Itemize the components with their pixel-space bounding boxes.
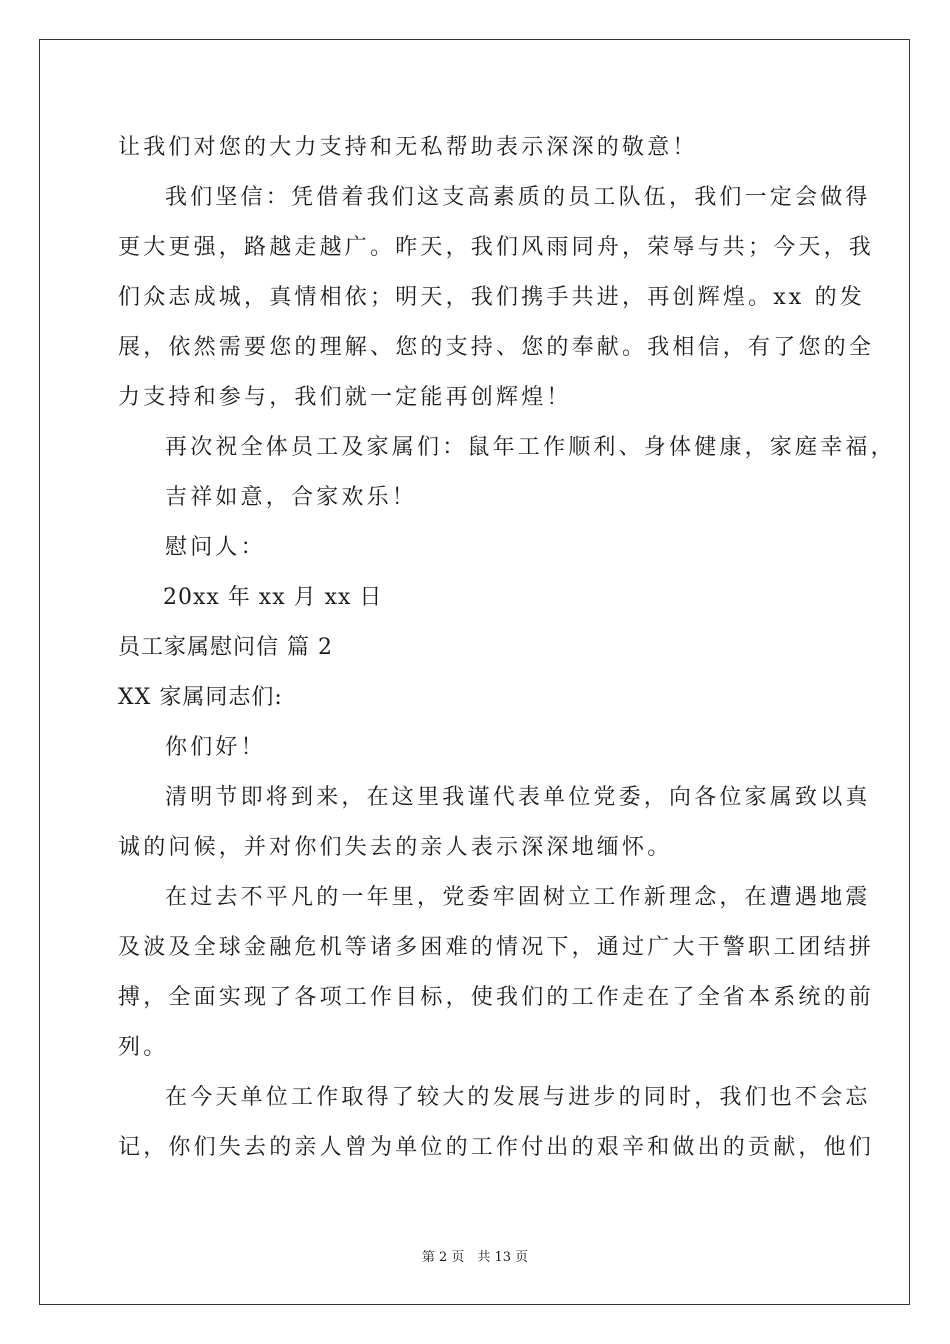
text-line: 及波及全球金融危机等诸多困难的情况下，通过广大干警职工团结拼 [118, 935, 875, 960]
text-line: 吉祥如意，合家欢乐！ [165, 485, 418, 510]
signature-label: 慰问人： [165, 535, 266, 560]
page-number: 第 2 页 共 13 页 [421, 1250, 529, 1265]
text-line: 在今天单位工作取得了较大的发展与进步的同时，我们也不会忘 [165, 1085, 871, 1110]
text-line: 诚的问候，并对你们失去的亲人表示深深地缅怀。 [118, 835, 673, 860]
date-line: 20xx 年 xx 月 xx 日 [163, 585, 383, 610]
text-line: 更大更强，路越走越广。昨天，我们风雨同舟，荣辱与共；今天，我 [118, 235, 875, 260]
salutation: XX 家属同志们: [118, 685, 283, 710]
text-line: 力支持和参与，我们就一定能再创辉煌！ [118, 385, 572, 410]
text-line: 再次祝全体员工及家属们：鼠年工作顺利、身体健康，家庭幸福， [165, 435, 896, 460]
text-line: 让我们对您的大力支持和无私帮助表示深深的敬意！ [118, 135, 698, 160]
text-line: 在过去不平凡的一年里，党委牢固树立工作新理念，在遭遇地震 [165, 885, 871, 910]
text-line: 们众志成城，真情相依；明天，我们携手共进，再创辉煌。xx 的发 [118, 285, 866, 310]
text-line: 我们坚信：凭借着我们这支高素质的员工队伍，我们一定会做得 [165, 185, 871, 210]
text-line: 清明节即将到来，在这里我谨代表单位党委，向各位家属致以真 [165, 785, 871, 810]
text-line: 展，依然需要您的理解、您的支持、您的奉献。我相信，有了您的全 [118, 335, 875, 360]
text-line: 记，你们失去的亲人曾为单位的工作付出的艰辛和做出的贡献，他们 [118, 1135, 875, 1160]
text-line: 搏，全面实现了各项工作目标，使我们的工作走在了全省本系统的前 [118, 985, 875, 1010]
greeting: 你们好！ [165, 735, 266, 760]
section-heading: 员工家属慰问信 篇 2 [118, 635, 333, 660]
text-line: 列。 [118, 1035, 169, 1060]
page-border [39, 39, 910, 1305]
